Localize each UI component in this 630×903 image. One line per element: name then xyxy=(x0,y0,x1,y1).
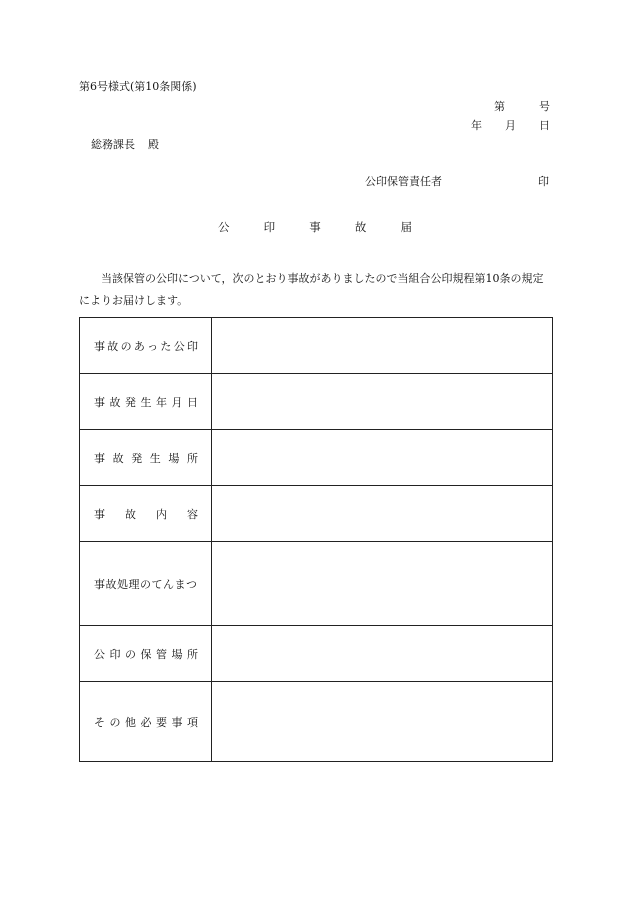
row-label: 事 故 の あ っ た 公 印 xyxy=(94,339,198,353)
date-year: 年 xyxy=(471,119,482,132)
row-value-cell[interactable] xyxy=(212,430,553,486)
addressee xyxy=(91,138,159,152)
row-label-cell xyxy=(80,374,212,430)
row-label: 公 印 の 保 管 場 所 xyxy=(94,647,198,661)
table-row xyxy=(80,682,553,762)
officer-title: 公印保管責任者 xyxy=(365,175,442,188)
row-value-cell[interactable] xyxy=(212,682,553,762)
row-value-cell[interactable] xyxy=(212,542,553,626)
row-value-cell[interactable] xyxy=(212,318,553,374)
title-char: 印 xyxy=(263,220,276,234)
table-row xyxy=(80,374,553,430)
row-label-cell xyxy=(80,430,212,486)
row-value-cell[interactable] xyxy=(212,374,553,430)
title-char: 公 xyxy=(218,220,230,234)
row-label: そ の 他 必 要 事 項 xyxy=(94,715,198,729)
title-char: 故 xyxy=(354,220,367,234)
table-row xyxy=(80,542,553,626)
title-char: 事 xyxy=(309,220,321,234)
date-month: 月 xyxy=(505,119,516,132)
row-label: 事 故 発 生 年 月 日 xyxy=(94,395,198,409)
details-table xyxy=(79,317,553,762)
document-number-label xyxy=(494,100,550,114)
row-value-cell[interactable] xyxy=(212,626,553,682)
row-label-cell xyxy=(80,486,212,542)
document-title xyxy=(218,220,412,234)
row-label: 事 故 内 容 xyxy=(94,507,198,521)
addressee-name: 総務課長 xyxy=(91,138,135,151)
row-label-cell xyxy=(80,542,212,626)
table-row xyxy=(80,626,553,682)
row-label: 事 故 発 生 場 所 xyxy=(94,451,198,465)
row-label-cell xyxy=(80,318,212,374)
table-row xyxy=(80,318,553,374)
body-paragraph: 当該保管の公印について，次のとおり事故がありましたので当組合公印規程第10条の規定によりお届けします。 xyxy=(79,272,544,307)
row-value-cell[interactable] xyxy=(212,486,553,542)
row-label: 事故処理のてんまつ xyxy=(94,577,198,591)
addressee-honorific: 殿 xyxy=(148,138,159,151)
title-char: 届 xyxy=(400,220,412,234)
form-number-label: 第6号様式(第10条関係) xyxy=(79,80,197,93)
seal-mark: 印 xyxy=(538,175,549,188)
date-label xyxy=(471,119,550,133)
table-row xyxy=(80,430,553,486)
number-prefix: 第 xyxy=(494,100,505,113)
date-day: 日 xyxy=(539,119,550,132)
row-label-cell xyxy=(80,626,212,682)
row-label-cell xyxy=(80,682,212,762)
table-row xyxy=(80,486,553,542)
number-suffix: 号 xyxy=(539,100,550,113)
